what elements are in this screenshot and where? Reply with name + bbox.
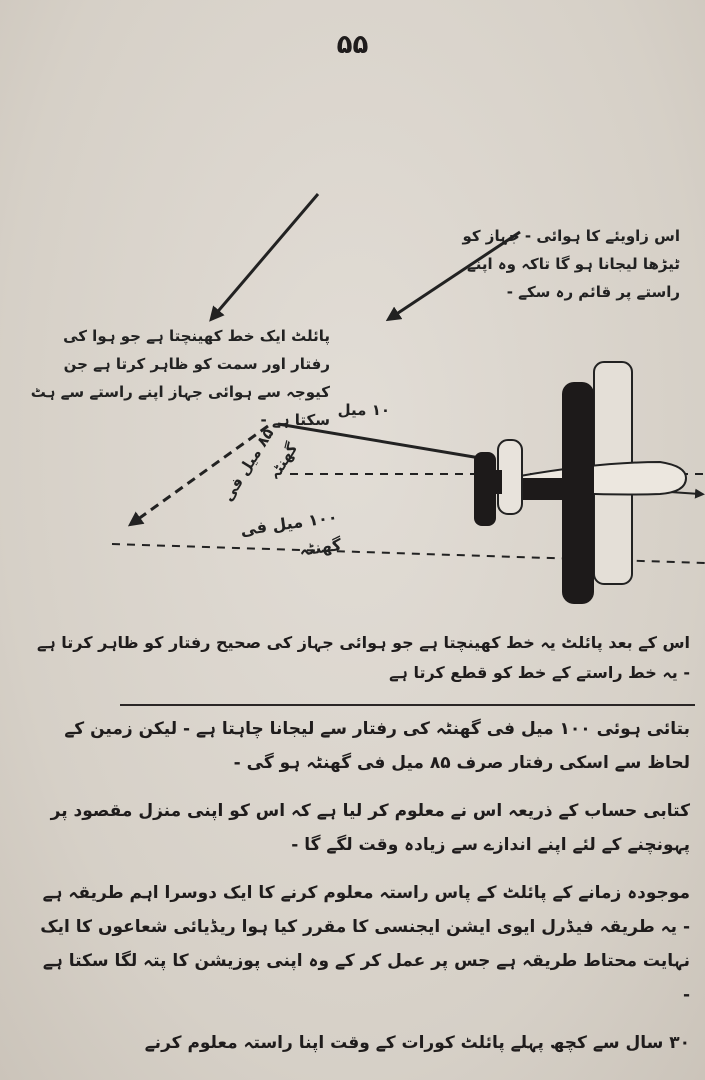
airplane-drawing <box>474 362 686 604</box>
paragraph: ۳۰ سال سے کچھ پہلے پائلٹ کورات کے وقت اپنا راستہ معلوم کرنے <box>144 1033 690 1053</box>
label-85-mph: ۸۵ میل فی گھنٹہ <box>218 424 302 505</box>
diagram-caption: اس کے بعد پائلٹ یہ خط کھینچتا ہے جو ہوائی جہاز کی صحیح رفتار کو ظاہر کرتا ہے - یہ خط راستے کے خط کو قطع کرتا ہے <box>36 633 690 682</box>
page-number: ۵۵ <box>336 30 369 60</box>
paragraph: بتائی ہوئی ۱۰۰ میل فی گھنٹہ کی رفتار سے لیجانا چاہتا ہے - لیکن زمین کے لحاظ سے اسکی رفتار صرف ۸۵ میل فی گھنٹہ ہو گی - <box>64 719 690 773</box>
caption-divider <box>120 704 695 706</box>
paragraph: کتابی حساب کے ذریعہ اس نے معلوم کر لیا ہے کہ اس کو اپنی منزل مقصود پر پہونچنے کے لئے اپنے اندازے سے زیادہ وقت لگے گا - <box>50 801 690 855</box>
paragraph: موجودہ زمانے کے پائلٹ کے پاس راستہ معلوم کرنے کا ایک دوسرا اہم طریقہ ہے - یہ طریقہ فیڈرل ایوی ایشن ایجنسی کا مقرر کیا ہوا ریڈیائی شعاعوں کا ایک نہایت محتاط طریقہ ہے جس پر عمل کر کے وہ اپنی پوزیشن کا پتہ لگا سکتا ہے - <box>40 883 690 1005</box>
body-text <box>30 712 690 1074</box>
annotation-wind-note: پائلٹ ایک خط کھینچتا ہے جو ہوا کی رفتار اور سمت کو ظاہر کرتا ہے جن کیوجہ سے ہوائی جہاز اپنے راستے سے ہٹ سکتا ہے - <box>30 327 330 429</box>
label-100-mph: ۱۰۰ میل فی گھنٹہ <box>239 507 343 560</box>
label-10-mile: ۱۰ میل <box>337 401 390 419</box>
wind-arrow <box>214 194 318 316</box>
annotation-heading-note: اس زاویئے کا ہوائی - جہاز کو ٹیڑھا لیجانا ہو گا تاکہ وہ اپنے راستے پر قائم رہ سکے - <box>462 227 680 301</box>
